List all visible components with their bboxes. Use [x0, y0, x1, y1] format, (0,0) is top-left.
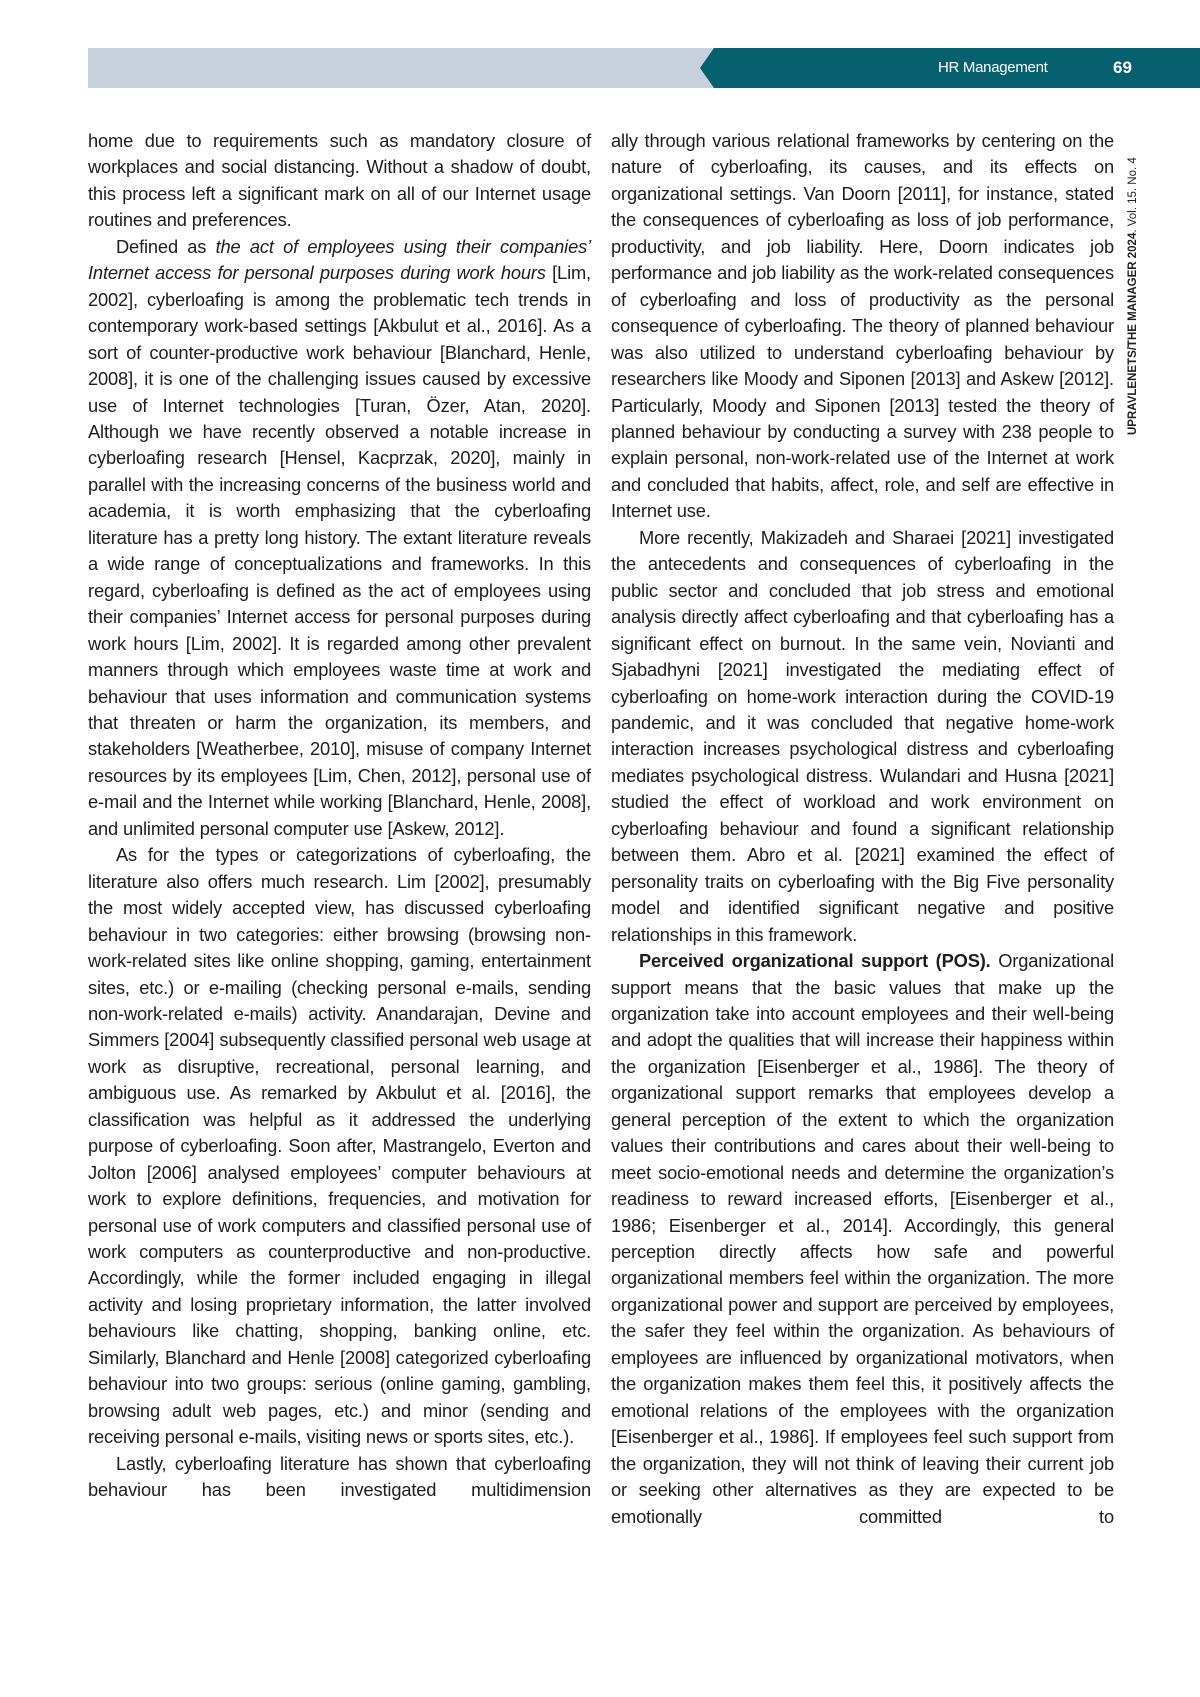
- journal-sidebar-label: [1124, 95, 1142, 435]
- paragraph-rest: Organizational support means that the basic values that make up the organization take into account employees and their well-being and adopt the qualities that will increase their happiness within the organization [Eisenberger et al., 1986]. The theory of organizational support remarks that employees develop a general perception of the extent to which the organization values their contributions and cares about their well-being to meet socio-emotional needs and determine the organization’s readiness to reward increased efforts, [Eisenberger et al., 1986; Eisenberger et al., 2014]. Accordingly, this general perception directly affects how safe and powerful organizational members feel within the organization. The more organizational power and support are perceived by employees, the safer they feel within the organization. As behaviours of employees are influenced by organizational motivators, when the organization makes them feel this, it positively affects the emotional relations of the employees with the organization [Eisenberger et al., 1986]. If employees feel such support from the organization, they will not think of leaving their current job or seeking other alternatives as they are expected to be emotionally committed to: [611, 950, 1114, 1527]
- journal-name: UPRAVLENETS/THE MANAGER 2024: [1127, 232, 1139, 435]
- running-head-section: HR Management: [938, 59, 1048, 76]
- paragraph: ally through various relational frameworks by centering on the nature of cyberloafing, its causes, and its effects on organizational settings. Van Doorn [2011], for instance, stated the consequences of cyberloafing as loss of job performance, productivity, and job liability. Here, Doorn indicates job performance and job liability as the work-related consequences of cyberloafing and loss of productivity as the personal consequence of cyberloafing. The theory of planned behaviour was also utilized to understand cyberloafing behaviour by researchers like Moody and Siponen [2013] and Askew [2012]. Particularly, Moody and Siponen [2013] tested the theory of planned behaviour by conducting a survey with 238 people to explain personal, non-work-related use of the Internet at work and concluded that habits, affect, role, and self are effective in Internet use.: [611, 130, 1114, 522]
- paragraph-lead: Defined as: [116, 235, 216, 257]
- header-banner-bar: [88, 48, 728, 88]
- paragraph-rest: [Lim, 2002], cyberloafing is among the problematic tech trends in contemporary work-based settings [Akbulut et al., 2016]. As a sort of counter-productive work behaviour [Blanchard, Henle, 2008], it is one of the challenging issues caused by excessive use of Internet technologies [Turan, Özer, Atan, 2020]. Although we have recently observed a notable increase in cyberloafing research [Hensel, Kacprzak, 2020], mainly in parallel with the increasing concerns of the business world and academia, it is worth emphasizing that the cyberloafing literature has a pretty long history. The extant literature reveals a wide range of conceptualizations and frameworks. In this regard, cyberloafing is defined as the act of employees using their companies’ Internet access for personal purposes during work hours [Lim, 2002]. It is regarded among other prevalent manners through which employees waste time at work and behaviour that uses information and communication systems that threaten or harm the organization, its members, and stakeholders [Weatherbee, 2010], misuse of company Internet resources by its employees [Lim, Chen, 2012], personal use of e-mail and the Internet while working [Blanchard, Henle, 2008], and unlimited personal computer use [Askew, 2012].: [88, 262, 591, 839]
- paragraph: As for the types or categorizations of cyberloafing, the literature also offers much research. Lim [2002], presumably the most widely accepted view, has discussed cyberloafing behaviour in two categories: either browsing (browsing non-work-related sites like online shopping, gaming, entertainment sites, etc.) or e-mailing (checking personal e-mails, sending non-work-related e-mails) activity. Anandarajan, Devine and Simmers [2004] subsequently classified personal web usage at work as disruptive, recreational, personal learning, and ambiguous use. As remarked by Akbulut et al. [2016], the classification was helpful as it addressed the underlying purpose of cyberloafing. Soon after, Mastrangelo, Everton and Jolton [2006] analysed employees’ computer behaviours at work to explore definitions, frequencies, and motivation for personal use of work computers and classified personal use of work computers as counterproductive and non-productive. Accordingly, while the former included engaging in illegal activity and losing proprietary information, the latter involved behaviours like chatting, shopping, banking online, etc. Similarly, Blanchard and Henle [2008] categorized cyberloafing behaviour into two groups: serious (online gaming, gambling, browsing adult web pages, etc.) and minor (sending and receiving personal e-mails, visiting news or sports sites, etc.).: [88, 844, 591, 1448]
- paragraph: home due to requirements such as mandatory closure of workplaces and social distancing. Without a shadow of doubt, this process left a significant mark on all of our Internet usage routines and preferences.: [88, 130, 591, 231]
- journal-volume: . Vol. 15. No. 4: [1127, 157, 1139, 233]
- left-text-column: [88, 128, 591, 1504]
- right-text-column: [611, 128, 1114, 1530]
- paragraph: Lastly, cyberloafing literature has shown that cyberloafing behaviour has been investigated multidimension: [88, 1452, 591, 1501]
- page-number: 69: [1113, 58, 1132, 77]
- paragraph-definition: [88, 234, 591, 842]
- paragraph-pos: [611, 948, 1114, 1530]
- section-run-in-heading: Perceived organizational support (POS).: [639, 950, 991, 972]
- paragraph: More recently, Makizadeh and Sharaei [2021] investigated the antecedents and consequences of cyberloafing in the public sector and concluded that job stress and emotional analysis directly affect cyberloafing and that cyberloafing has a significant effect on burnout. In the same vein, Novianti and Sjabadhyni [2021] investigated the mediating effect of cyberloafing on home-work interaction during the COVID-19 pandemic, and it was concluded that negative home-work interaction increases psychological distress and cyberloafing mediates psychological distress. Wulandari and Husna [2021] studied the effect of workload and work environment on cyberloafing behaviour and found a significant relationship between them. Abro et al. [2021] examined the effect of personality traits on cyberloafing with the Big Five personality model and identified significant negative and positive relationships in this framework.: [611, 526, 1114, 945]
- definition-italic: the act of employees using their companies’ Internet access for personal purposes during work hours: [88, 235, 592, 284]
